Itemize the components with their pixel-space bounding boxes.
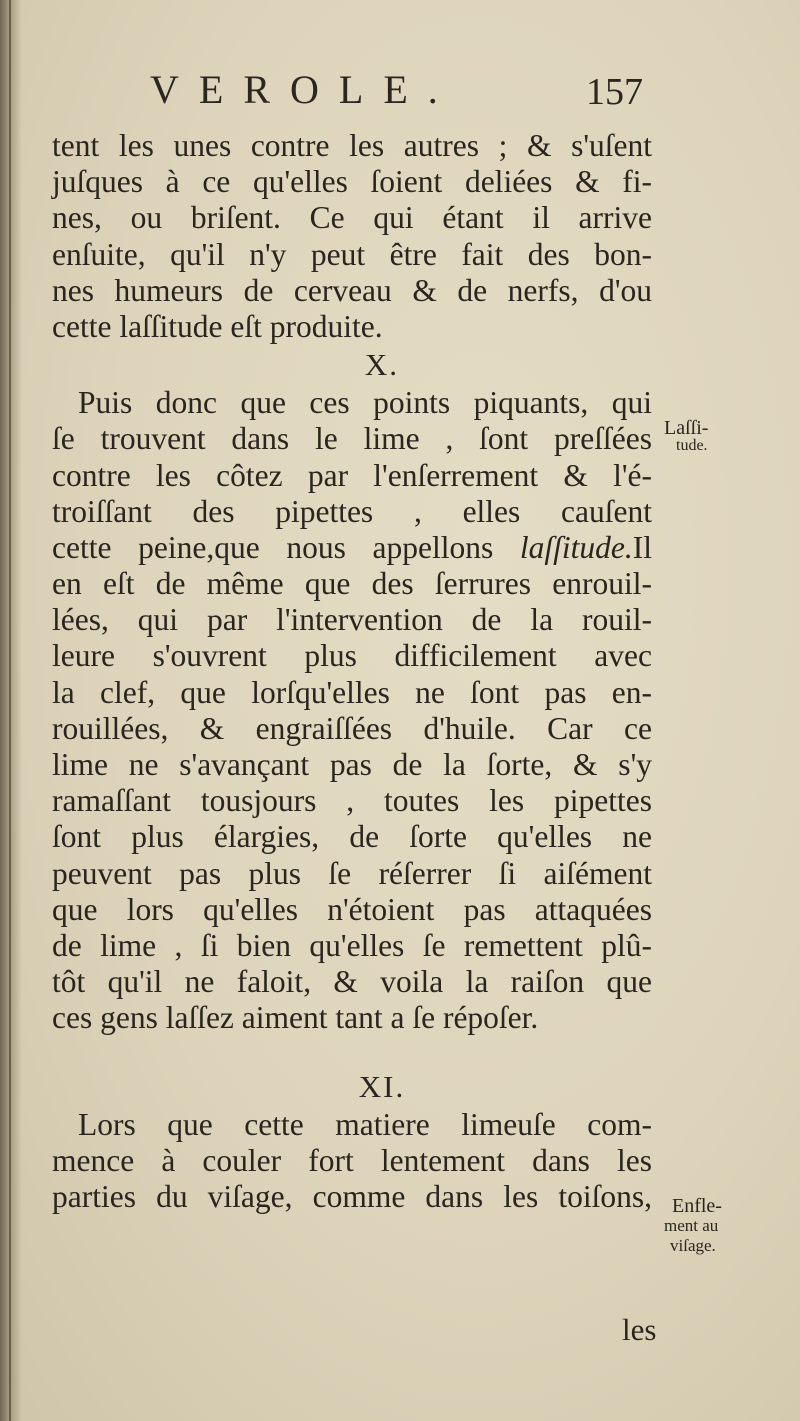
text-line: lime ne s'avançant pas de la ſorte, & s'y	[52, 747, 652, 782]
text-line: peuvent pas plus ſe réſerrer ſi aiſément	[52, 855, 652, 891]
section-gap	[52, 1037, 652, 1067]
text-line: tôt qu'il ne faloit, & voila la raiſon que	[52, 964, 652, 1000]
text-line: tent les unes contre les autres ; & s'uſent	[52, 128, 652, 163]
margin-note-enflement	[664, 1196, 774, 1256]
text-line: la clef, que lorſqu'elles ne ſont pas en-	[52, 674, 652, 710]
text-line: ramaſſant tousjours , toutes les pipettes	[52, 783, 652, 819]
text-line: Lors que cette matiere limeuſe com-	[78, 1106, 652, 1142]
running-title: VEROLE.	[150, 67, 458, 112]
margin-note-line: viſage.	[670, 1236, 716, 1255]
text-segment: Il	[632, 529, 652, 565]
text-line: nes humeurs de cerveau & de nerfs, d'ou	[52, 272, 652, 308]
text-line: ces gens laſſez aiment tant a ſe répoſer.	[52, 1000, 539, 1036]
text-line: que lors qu'elles n'étoient pas attaquées	[52, 891, 652, 927]
text-line: troiſſant des pipettes , elles cauſent	[52, 493, 652, 529]
text-line: rouillées, & engraiſſées d'huile. Car ce	[52, 710, 652, 746]
text-line: cette laſſitude eſt produite.	[52, 308, 383, 344]
margin-note-lassitude	[650, 417, 720, 454]
text-line: en eſt de même que des ſerrures enrouil-	[52, 566, 652, 602]
page-edge	[9, 0, 11, 1421]
text-line: mence à couler fort lentement dans les	[52, 1142, 652, 1178]
text-line: enſuite, qu'il n'y peut être fait des bon-	[52, 236, 652, 272]
section-number-x: X.	[364, 347, 400, 383]
margin-note-line: ment au	[664, 1216, 719, 1235]
text-segment: cette peine,que nous appellons	[52, 529, 494, 565]
text-line: ſe trouvent dans le lime , ſont preſſées	[52, 421, 652, 457]
italic-term: laſſitude.	[519, 529, 633, 565]
catchword: les	[622, 1312, 657, 1347]
text-line: nes, ou briſent. Ce qui étant il arrive	[52, 200, 652, 236]
section-number-xi: XI.	[358, 1068, 406, 1104]
margin-note-line: tude.	[676, 437, 708, 454]
text-line: Puis donc que ces points piquants, qui	[78, 385, 652, 421]
text-line: juſques à ce qu'elles ſoient deliées & fi-	[52, 164, 652, 200]
margin-note-line: Enfle-	[672, 1195, 722, 1217]
text-line: parties du viſage, comme dans les toiſons,	[52, 1178, 652, 1214]
main-text	[52, 128, 652, 1215]
text-line-with-italic	[52, 530, 652, 566]
text-line: de lime , ſi bien qu'elles ſe remettent plû-	[52, 927, 652, 963]
margin-note-line: Laſſi-	[664, 417, 709, 439]
text-line: contre les côtez par l'enſerrement & l'é-	[52, 457, 652, 493]
page-number: 157	[586, 71, 643, 113]
text-line: ſont plus élargies, de ſorte qu'elles ne	[52, 819, 652, 855]
text-line: leure s'ouvrent plus difficilement avec	[52, 638, 652, 674]
binding-shadow	[0, 0, 22, 1421]
text-line: lées, qui par l'intervention de la rouil-	[52, 602, 652, 638]
